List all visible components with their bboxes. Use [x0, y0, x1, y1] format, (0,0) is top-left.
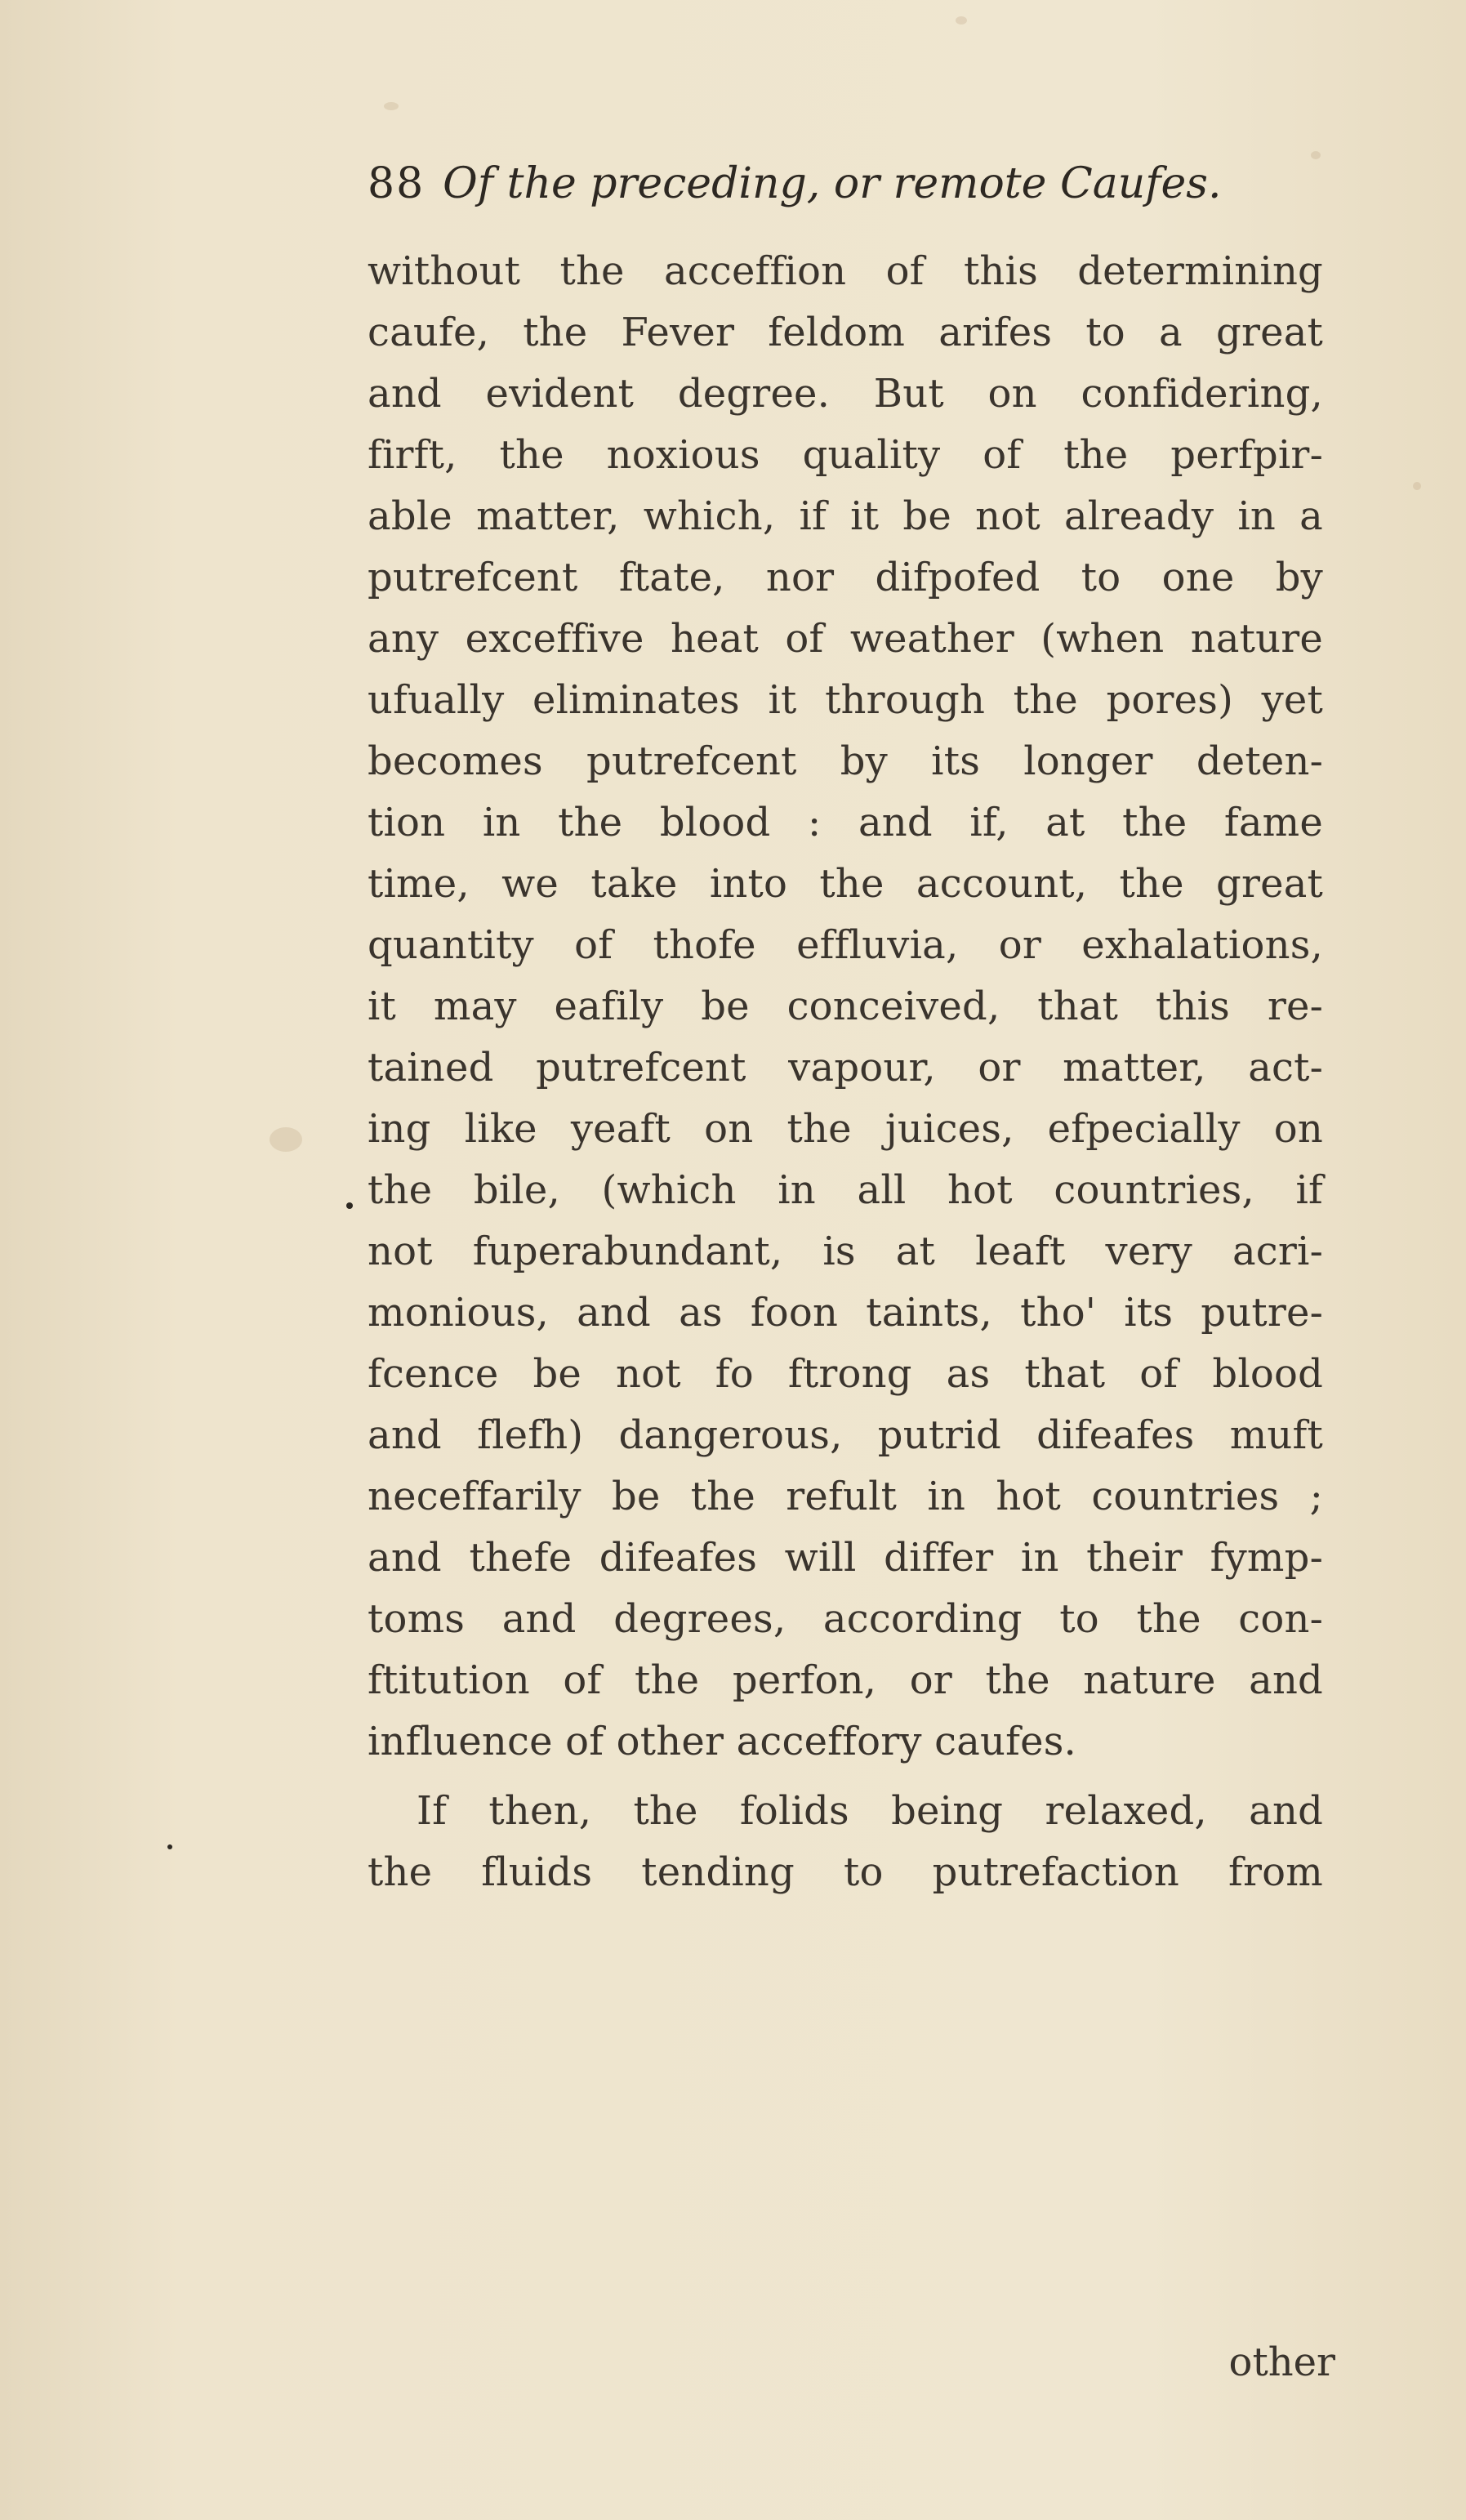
page-header — [368, 159, 1323, 233]
paper-foxing-spot — [956, 16, 967, 25]
text-line: neceffarily be the refult in hot countries ; — [368, 1474, 1323, 1519]
text-line: ing like yeaft on the juices, efpecially on — [368, 1106, 1323, 1152]
text-line: and thefe difeafes will differ in their fymp- — [368, 1535, 1323, 1581]
text-line: the fluids tending to putrefaction from — [368, 1849, 1323, 1895]
paper-foxing-spot — [1413, 482, 1421, 490]
margin-mark — [346, 1202, 353, 1209]
text-line: tained putrefcent vapour, or matter, act- — [368, 1045, 1323, 1091]
paper-foxing-spot — [384, 102, 399, 110]
text-line: the bile, (which in all hot countries, if — [368, 1167, 1323, 1213]
text-line: and flefh) dangerous, putrid difeafes muft — [368, 1412, 1323, 1458]
text-line: fcence be not fo ftrong as that of blood — [368, 1351, 1323, 1397]
text-line: toms and degrees, according to the con- — [368, 1596, 1323, 1642]
text-line: putrefcent ftate, nor difpofed to one by — [368, 555, 1323, 600]
paper-foxing-spot — [1311, 151, 1321, 159]
text-line: quantity of thofe effluvia, or exhalations, — [368, 922, 1323, 968]
text-line: firft, the noxious quality of the perfpir- — [368, 432, 1323, 478]
text-line: it may eafily be conceived, that this re- — [368, 983, 1323, 1029]
text-line: not fuperabundant, is at leaft very acri- — [368, 1229, 1323, 1274]
text-line: monious, and as foon taints, tho' its putre- — [368, 1290, 1323, 1336]
text-line: caufe, the Fever feldom arifes to a great — [368, 310, 1323, 355]
catchword: other — [1228, 2339, 1335, 2385]
text-line: tion in the blood : and if, at the fame — [368, 800, 1323, 845]
running-title: Of the preceding, or remote Caufes. — [443, 159, 1222, 208]
text-line: ufually eliminates it through the pores) yet — [368, 677, 1323, 723]
text-line: any exceffive heat of weather (when nature — [368, 616, 1323, 662]
text-line: without the acceffion of this determining — [368, 248, 1323, 294]
page-number: 88 — [368, 159, 426, 208]
text-line: becomes putrefcent by its longer deten- — [368, 738, 1323, 784]
paragraph — [368, 241, 1323, 1773]
text-line: If then, the folids being relaxed, and — [417, 1788, 1323, 1834]
paper-foxing-spot — [270, 1127, 302, 1152]
text-line: ftitution of the perfon, or the nature and — [368, 1657, 1323, 1703]
paragraph — [368, 1781, 1323, 1903]
text-line: and evident degree. But on confidering, — [368, 371, 1323, 417]
text-line: able matter, which, if it be not already in a — [368, 493, 1323, 539]
margin-mark — [167, 1844, 172, 1849]
text-line: time, we take into the account, the great — [368, 861, 1323, 907]
text-line: influence of other acceffory caufes. — [368, 1719, 1077, 1764]
body-text — [368, 241, 1323, 1903]
